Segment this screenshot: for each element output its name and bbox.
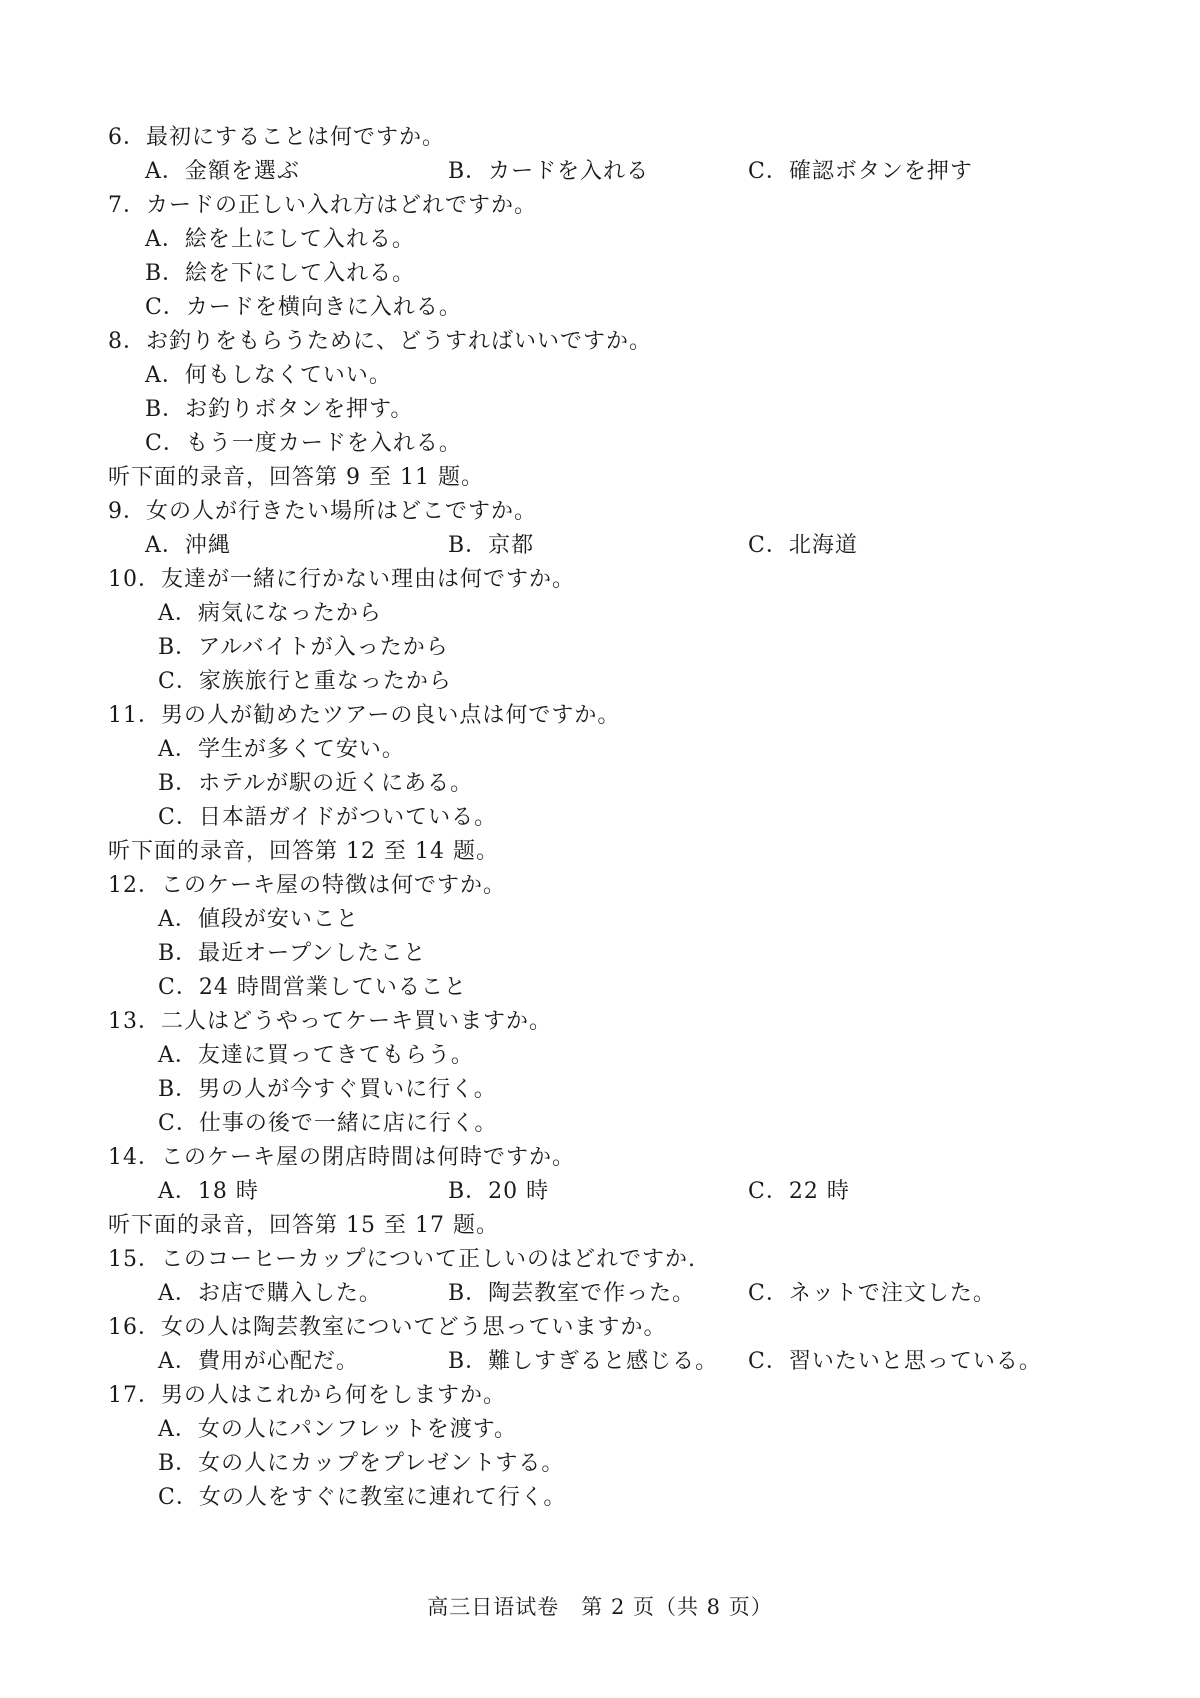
question-11-option-b: B．ホテルが駅の近くにある。 <box>158 771 474 796</box>
question-9-option-c: C．北海道 <box>748 533 858 558</box>
question-6-option-b: B．カードを入れる <box>448 159 650 184</box>
question-13-option-a: A．友達に買ってきてもらう。 <box>158 1043 474 1068</box>
question-7-option-b: B．絵を下にして入れる。 <box>145 261 416 286</box>
question-9-option-b: B．京都 <box>448 533 535 558</box>
section-instruction-9-11: 听下面的录音，回答第 9 至 11 题。 <box>108 465 484 490</box>
question-15-option-c: C．ネットで注文した。 <box>748 1281 996 1306</box>
question-17-stem: 17．男の人はこれから何をしますか。 <box>108 1383 506 1408</box>
question-15-option-a: A．お店で購入した。 <box>158 1281 382 1306</box>
page-footer: 高三日语试卷 第 2 页（共 8 页） <box>427 1595 773 1619</box>
question-13-stem: 13．二人はどうやってケーキ買いますか。 <box>108 1009 552 1034</box>
question-14-option-b: B．20 時 <box>448 1179 550 1204</box>
question-17-option-c: C．女の人をすぐに教室に連れて行く。 <box>158 1485 567 1510</box>
question-11-option-a: A．学生が多くて安い。 <box>158 737 405 762</box>
question-12-option-a: A．値段が安いこと <box>158 907 359 932</box>
question-14-stem: 14．このケーキ屋の閉店時間は何時ですか。 <box>108 1145 575 1170</box>
question-6-option-a: A．金額を選ぶ <box>145 159 300 184</box>
question-8-stem: 8．お釣りをもらうために、どうすればいいですか。 <box>108 329 652 354</box>
question-8-option-a: A．何もしなくていい。 <box>145 363 392 388</box>
question-7-option-a: A．絵を上にして入れる。 <box>145 227 415 252</box>
question-7-stem: 7．カードの正しい入れ方はどれですか。 <box>108 193 537 218</box>
question-12-option-b: B．最近オープンしたこと <box>158 941 427 966</box>
question-16-option-b: B．難しすぎると感じる。 <box>448 1349 719 1374</box>
question-15-stem: 15．このコーヒーカップについて正しいのはどれですか. <box>108 1247 697 1272</box>
question-6-option-c: C．確認ボタンを押す <box>748 159 973 184</box>
question-9-option-a: A．沖縄 <box>145 533 231 558</box>
question-15-option-b: B．陶芸教室で作った。 <box>448 1281 696 1306</box>
question-14-option-a: A．18 時 <box>158 1179 259 1204</box>
question-8-option-b: B．お釣りボタンを押す。 <box>145 397 414 422</box>
question-6-stem: 6．最初にすることは何ですか。 <box>108 125 445 150</box>
question-16-stem: 16．女の人は陶芸教室についてどう思っていますか。 <box>108 1315 667 1340</box>
question-16-option-c: C．習いたいと思っている。 <box>748 1349 1042 1374</box>
question-10-option-b: B．アルバイトが入ったから <box>158 635 449 660</box>
question-11-option-c: C．日本語ガイドがついている。 <box>158 805 498 830</box>
question-17-option-b: B．女の人にカップをプレゼントする。 <box>158 1451 565 1476</box>
question-12-option-c: C．24 時間営業していること <box>158 975 467 1000</box>
question-7-option-c: C．カードを横向きに入れる。 <box>145 295 462 320</box>
section-instruction-15-17: 听下面的录音，回答第 15 至 17 题。 <box>108 1213 499 1238</box>
question-8-option-c: C．もう一度カードを入れる。 <box>145 431 462 456</box>
question-10-option-c: C．家族旅行と重なったから <box>158 669 452 694</box>
question-14-option-c: C．22 時 <box>748 1179 850 1204</box>
question-13-option-b: B．男の人が今すぐ買いに行く。 <box>158 1077 497 1102</box>
question-12-stem: 12．このケーキ屋の特徴は何ですか。 <box>108 873 506 898</box>
section-instruction-12-14: 听下面的录音，回答第 12 至 14 题。 <box>108 839 499 864</box>
question-17-option-a: A．女の人にパンフレットを渡す。 <box>158 1417 518 1442</box>
question-16-option-a: A．費用が心配だ。 <box>158 1349 359 1374</box>
question-9-stem: 9．女の人が行きたい場所はどこですか。 <box>108 499 537 524</box>
question-11-stem: 11．男の人が勧めたツアーの良い点は何ですか。 <box>108 703 621 728</box>
question-13-option-c: C．仕事の後で一緒に店に行く。 <box>158 1111 498 1136</box>
question-10-stem: 10．友達が一緒に行かない理由は何ですか。 <box>108 567 575 592</box>
question-10-option-a: A．病気になったから <box>158 601 382 626</box>
